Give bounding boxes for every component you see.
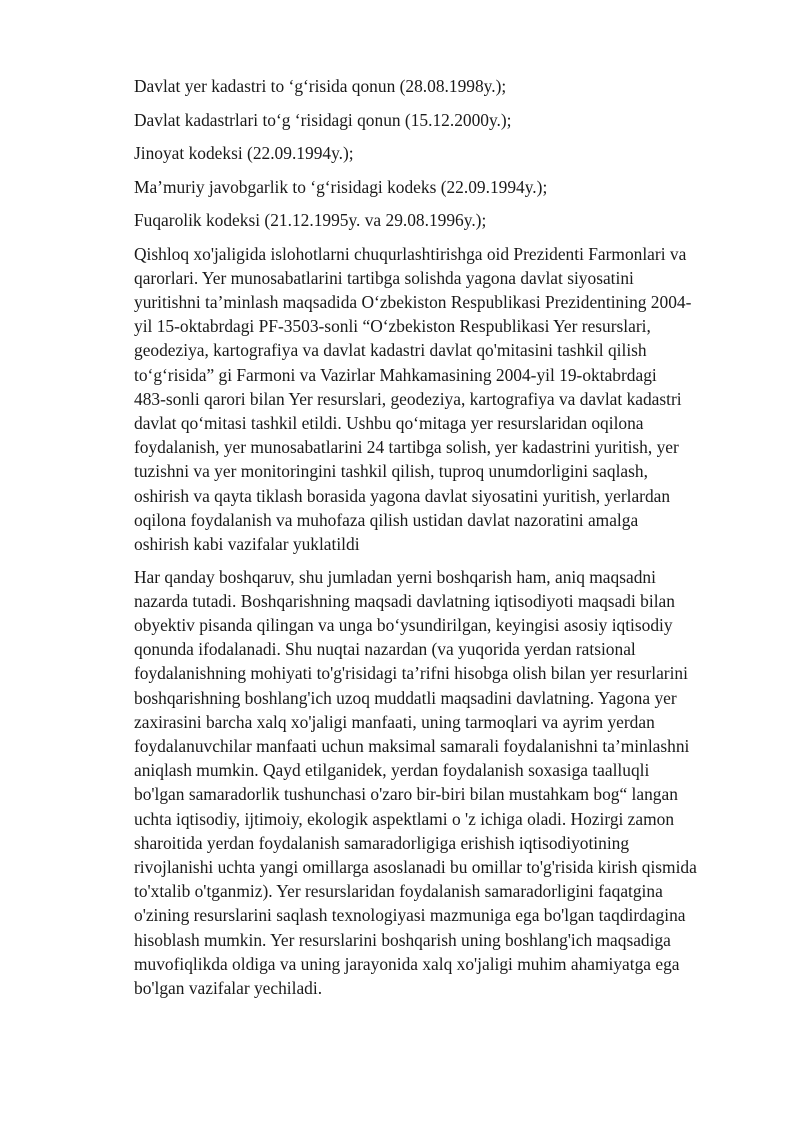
law-reference-4: Ma’muriy javobgarlik to ‘g‘risidagi kodeks (22.09.1994y.); [134, 176, 548, 197]
text-line: oqilona foydalanish va muhofaza qilish ustidan davlat nazoratini amalga [134, 509, 639, 530]
text-line: foydalanish, yer munosabatlarini 24 tartibga solish, yer kadastrini yuritish, yer [134, 437, 679, 458]
text-line: tuzishni va yer monitoringini tashkil qilish, tuproq unumdorligini saqlash, [134, 461, 648, 482]
text-line: boshqarishning boshlang'ich uzoq muddatli maqsadini davlatning. Yagona yer [134, 687, 677, 708]
paragraph-land-management [134, 565, 746, 1001]
text-line: nazarda tutadi. Boshqarishning maqsadi davlatning iqtisodiyoti maqsadi bilan [134, 590, 675, 611]
text-line: bo'lgan samaradorlik tushunchasi o'zaro bir-biri bilan mustahkam bog“ langan [134, 784, 678, 805]
text-line: foydalanuvchilar manfaati uchun maksimal samarali foydalanishni ta’minlashni [134, 736, 690, 757]
text-line: muvofiqlikda oldiga va uning jarayonida xalq xo'jaligi muhim ahamiyatga ega [134, 953, 680, 974]
text-line: qarorlari. Yer munosabatlarini tartibga solishda yagona davlat siyosatini [134, 267, 634, 288]
text-line: bo'lgan vazifalar yechiladi. [134, 978, 323, 999]
text-line: yuritishni ta’minlash maqsadida O‘zbekiston Respublikasi Prezidentining 2004- [134, 291, 692, 312]
law-reference-5: Fuqarolik kodeksi (21.12.1995y. va 29.08.1996y.); [134, 210, 487, 230]
text-line: obyektiv pisanda qilingan va unga bo‘ysundirilgan, keyingisi asosiy iqtisodiy [134, 615, 673, 636]
text-line: to‘g‘risida” gi Farmoni va Vazirlar Mahkamasining 2004-yil 19-oktabrdagi [134, 364, 657, 385]
text-line: oshirish va qayta tiklash borasida yagona davlat siyosatini yuritish, yerlardan [134, 485, 671, 506]
text-line: Qishloq xo'jaligida islohotlarni chuqurlashtirishga oid Prezidenti Farmonlari va [134, 243, 687, 264]
text-line: oshirish kabi vazifalar yuklatildi [134, 533, 360, 554]
document-page [134, 74, 746, 1009]
text-line: zaxirasini barcha xalq xo'jaligi manfaati, uning tarmoqlari va ayrim yerdan [134, 711, 655, 732]
text-line: o'zining resurslarini saqlash texnologiyasi mazmuniga ega bo'lgan taqdirdagina [134, 905, 686, 926]
text-line: davlat qo‘mitasi tashkil etildi. Ushbu qo‘mitaga yer resurslaridan oqilona [134, 412, 644, 433]
text-line: uchta iqtisodiy, ijtimoiy, ekologik aspektlami o 'z ichiga oladi. Hozirgi zamon [134, 808, 675, 829]
text-line: foydalanishning mohiyati to'g'risidagi ta’rifni hisobga olish bilan yer resurlarini [134, 663, 688, 684]
text-line: qonunda ifodalanadi. Shu nuqtai nazardan (va yuqorida yerdan ratsional [134, 639, 636, 660]
text-line: Har qanday boshqaruv, shu jumladan yerni boshqarish ham, aniq maqsadni [134, 566, 656, 587]
text-line: sharoitida yerdan foydalanish samaradorligiga erishish iqtisodiyotining [134, 832, 630, 853]
law-reference-3: Jinoyat kodeksi (22.09.1994y.); [134, 143, 354, 163]
text-line: yil 15-oktabrdagi PF-3503-sonli “O‘zbekiston Respublikasi Yer resurslari, [134, 316, 651, 337]
text-line: aniqlash mumkin. Qayd etilganidek, yerdan foydalanish soxasiga taalluqli [134, 760, 650, 781]
text-line: to'xtalib o'tganmiz). Yer resurslaridan foydalanish samaradorligini faqatgina [134, 881, 663, 902]
paragraph-reforms [134, 242, 746, 557]
law-reference-2: Davlat kadastrlari to‘g ‘risidagi qonun (15.12.2000y.); [134, 109, 512, 130]
text-line: rivojlanishi uchta yangi omillarga asoslanadi bu omillar to'g'risida kirish qismida [134, 857, 697, 878]
law-reference-1: Davlat yer kadastri to ‘g‘risida qonun (28.08.1998y.); [134, 76, 507, 96]
text-line: 483-sonli qarori bilan Yer resurslari, geodeziya, kartografiya va davlat kadastri [134, 388, 682, 409]
text-line: hisoblash mumkin. Yer resurslarini boshqarish uning boshlang'ich maqsadiga [134, 929, 671, 950]
text-line: geodeziya, kartografiya va davlat kadastri davlat qo'mitasini tashkil qilish [134, 340, 647, 361]
